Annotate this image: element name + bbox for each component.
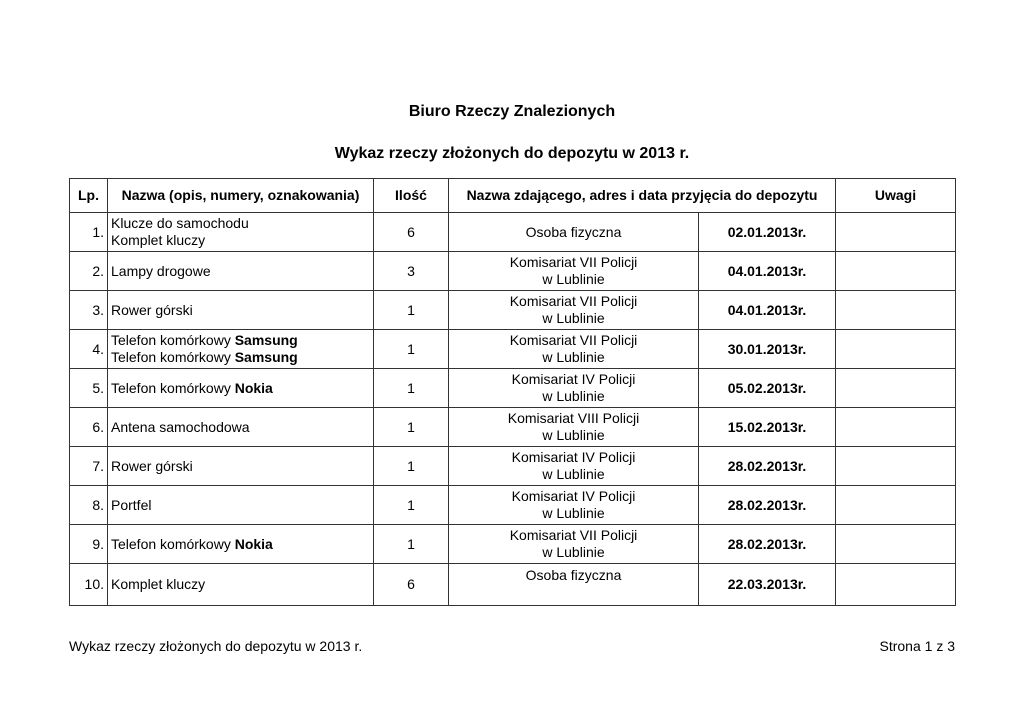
cell-depositor [449, 525, 699, 564]
footer-left: Wykaz rzeczy złożonych do depozytu w 2013 r. [69, 638, 363, 654]
table-body [70, 213, 956, 606]
depositor-line: w Lublinie [542, 427, 605, 443]
cell-lp: 4. [70, 330, 108, 369]
depositor-line: w Lublinie [542, 388, 605, 404]
name-text: Telefon komórkowy [111, 349, 235, 365]
name-text: Klucze do samochodu [111, 215, 249, 231]
table-row [70, 252, 956, 291]
depositor-line: Osoba fizyczna [525, 223, 622, 240]
cell-date: 30.01.2013r. [699, 330, 836, 369]
cell-date: 28.02.2013r. [699, 486, 836, 525]
cell-notes [836, 252, 956, 291]
depositor-line: Komisariat VII Policji [509, 293, 638, 309]
cell-lp: 6. [70, 408, 108, 447]
cell-depositor [449, 408, 699, 447]
cell-qty: 6 [374, 564, 449, 606]
table-header-row [70, 179, 956, 213]
cell-notes [836, 564, 956, 606]
cell-notes [836, 486, 956, 525]
document-subtitle: Wykaz rzeczy złożonych do depozytu w 2013 r. [334, 145, 690, 162]
cell-depositor [449, 213, 699, 252]
cell-name [108, 369, 374, 408]
cell-qty: 1 [374, 291, 449, 330]
name-line [111, 419, 370, 436]
cell-notes [836, 213, 956, 252]
cell-lp: 10. [70, 564, 108, 606]
cell-date: 02.01.2013r. [699, 213, 836, 252]
depositor-line: Komisariat VII Policji [509, 527, 638, 543]
cell-name [108, 486, 374, 525]
name-text: Rower górski [111, 301, 193, 318]
cell-name [108, 564, 374, 606]
header-notes: Uwagi [836, 179, 956, 213]
table-row [70, 291, 956, 330]
depositor-line: Komisariat IV Policji [511, 449, 636, 465]
deposit-table [69, 178, 956, 606]
depositor-line: Komisariat VII Policji [509, 254, 638, 270]
depositor-line: Komisariat VII Policji [509, 332, 638, 348]
cell-date: 15.02.2013r. [699, 408, 836, 447]
cell-lp: 2. [70, 252, 108, 291]
depositor-line: w Lublinie [542, 466, 605, 482]
cell-name [108, 330, 374, 369]
table-row [70, 213, 956, 252]
cell-date: 04.01.2013r. [699, 291, 836, 330]
depositor-line: Komisariat IV Policji [511, 488, 636, 504]
name-text: Komplet kluczy [111, 576, 206, 592]
cell-qty: 1 [374, 330, 449, 369]
cell-notes [836, 330, 956, 369]
table-row [70, 564, 956, 606]
cell-name [108, 213, 374, 252]
table-row [70, 447, 956, 486]
cell-lp: 8. [70, 486, 108, 525]
name-line [111, 215, 370, 232]
cell-date: 22.03.2013r. [699, 564, 836, 606]
cell-depositor [449, 291, 699, 330]
name-text: Portfel [111, 496, 152, 513]
cell-date: 28.02.2013r. [699, 447, 836, 486]
cell-depositor [449, 564, 699, 606]
table-row [70, 525, 956, 564]
header-qty: Ilość [374, 179, 449, 213]
name-text: Rower górski [111, 457, 193, 474]
cell-notes [836, 408, 956, 447]
depositor-line: Komisariat VIII Policji [507, 410, 640, 426]
name-line [111, 380, 370, 397]
cell-qty: 1 [374, 447, 449, 486]
depositor-line: Osoba fizyczna [525, 567, 622, 583]
name-text: Telefon komórkowy [111, 535, 235, 552]
cell-notes [836, 525, 956, 564]
name-text: Komplet kluczy [111, 232, 206, 248]
cell-lp: 7. [70, 447, 108, 486]
header-name: Nazwa (opis, numery, oznakowania) [108, 179, 374, 213]
cell-name [108, 447, 374, 486]
header-depositor: Nazwa zdającego, adres i data przyjęcia do depozytu [449, 179, 836, 213]
name-line [111, 302, 370, 319]
cell-qty: 6 [374, 213, 449, 252]
brand-name: Nokia [234, 379, 273, 396]
cell-lp: 3. [70, 291, 108, 330]
name-text: Antena samochodowa [111, 418, 250, 435]
cell-name [108, 252, 374, 291]
cell-date: 28.02.2013r. [699, 525, 836, 564]
brand-name: Samsung [234, 332, 298, 348]
cell-qty: 3 [374, 252, 449, 291]
name-text: Lampy drogowe [111, 262, 211, 279]
depositor-line: Komisariat IV Policji [511, 371, 636, 387]
name-line [111, 263, 370, 280]
cell-lp: 1. [70, 213, 108, 252]
cell-depositor [449, 252, 699, 291]
name-line [111, 536, 370, 553]
depositor-line: w Lublinie [542, 544, 605, 560]
cell-date: 04.01.2013r. [699, 252, 836, 291]
table-row [70, 369, 956, 408]
name-text: Telefon komórkowy [111, 332, 235, 348]
brand-name: Samsung [234, 349, 298, 365]
name-line [111, 497, 370, 514]
cell-qty: 1 [374, 369, 449, 408]
cell-qty: 1 [374, 408, 449, 447]
name-line [111, 576, 370, 593]
depositor-line: w Lublinie [542, 310, 605, 326]
cell-notes [836, 447, 956, 486]
cell-depositor [449, 486, 699, 525]
cell-notes [836, 369, 956, 408]
table-row [70, 330, 956, 369]
cell-qty: 1 [374, 486, 449, 525]
cell-depositor [449, 330, 699, 369]
cell-depositor [449, 447, 699, 486]
cell-qty: 1 [374, 525, 449, 564]
cell-name [108, 408, 374, 447]
depositor-line: w Lublinie [542, 505, 605, 521]
name-line [111, 232, 370, 249]
name-line [111, 349, 370, 366]
brand-name: Nokia [234, 535, 273, 552]
table-row [70, 408, 956, 447]
name-line [111, 332, 370, 349]
cell-lp: 9. [70, 525, 108, 564]
cell-name [108, 525, 374, 564]
header-lp: Lp. [70, 179, 108, 213]
footer-page-number: Strona 1 z 3 [879, 638, 955, 654]
cell-notes [836, 291, 956, 330]
depositor-line: w Lublinie [542, 349, 605, 365]
cell-depositor [449, 369, 699, 408]
cell-date: 05.02.2013r. [699, 369, 836, 408]
name-line [111, 458, 370, 475]
table-row [70, 486, 956, 525]
cell-lp: 5. [70, 369, 108, 408]
name-text: Telefon komórkowy [111, 379, 235, 396]
depositor-line: w Lublinie [542, 271, 605, 287]
document-title: Biuro Rzeczy Znalezionych [408, 103, 616, 120]
cell-name [108, 291, 374, 330]
